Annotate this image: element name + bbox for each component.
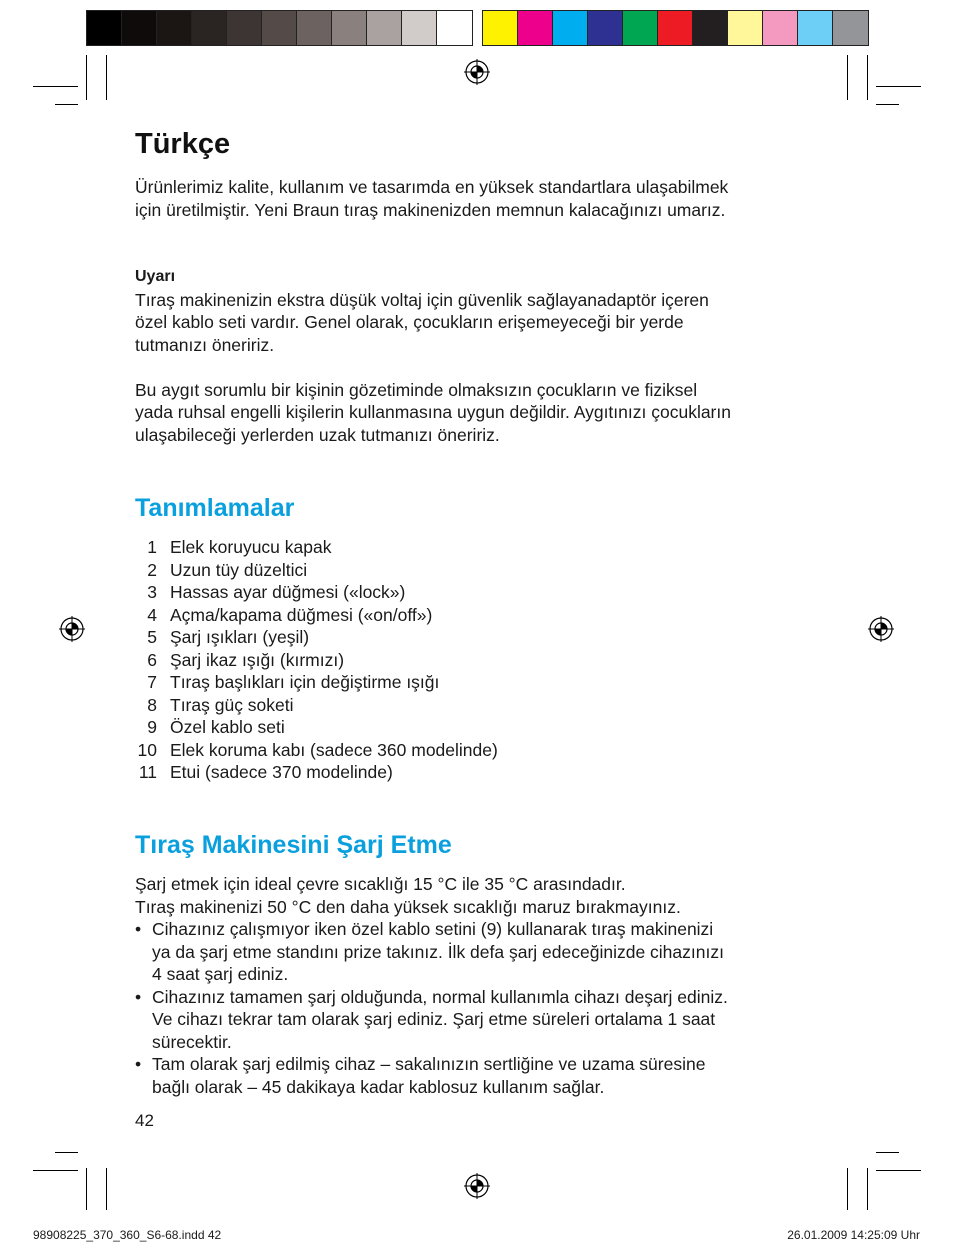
crop-mark bbox=[33, 86, 78, 87]
color-swatch bbox=[402, 11, 437, 45]
list-item-number: 6 bbox=[147, 649, 157, 670]
list-item bbox=[135, 604, 498, 627]
crop-mark bbox=[55, 104, 78, 105]
color-swatch bbox=[297, 11, 332, 45]
warning-line: özel kablo seti vardır. Genel olarak, çocukların erişemeyeceği bir yerde bbox=[135, 312, 684, 332]
charging-heading: Tıraş Makinesini Şarj Etme bbox=[135, 831, 452, 859]
list-item-text: Hassas ayar düğmesi («lock») bbox=[170, 582, 406, 602]
list-item bbox=[135, 694, 498, 717]
crop-mark bbox=[876, 104, 899, 105]
crop-mark bbox=[847, 55, 848, 100]
paragraph-spacer bbox=[135, 356, 835, 379]
color-swatch bbox=[262, 11, 297, 45]
crop-mark bbox=[86, 55, 87, 100]
crop-mark bbox=[867, 55, 868, 100]
list-item-text: Özel kablo seti bbox=[170, 717, 285, 737]
crop-mark bbox=[876, 86, 921, 87]
crop-mark bbox=[86, 1168, 87, 1210]
warning-line: tutmanızı öneririz. bbox=[135, 334, 275, 355]
color-swatch bbox=[833, 11, 868, 45]
list-item-number: 7 bbox=[147, 672, 157, 692]
registration-mark-icon bbox=[59, 616, 85, 642]
crop-mark bbox=[876, 1152, 899, 1153]
color-swatch bbox=[122, 11, 157, 45]
color-swatch bbox=[437, 11, 472, 45]
crop-mark bbox=[847, 1168, 848, 1210]
color-swatch bbox=[157, 11, 192, 45]
list-item-number: 1 bbox=[147, 537, 157, 557]
footer-timestamp: 26.01.2009 14:25:09 Uhr bbox=[787, 1228, 920, 1242]
list-item-number: 2 bbox=[147, 559, 157, 580]
color-swatch bbox=[693, 11, 728, 45]
list-item bbox=[135, 716, 498, 739]
bullet-line: Cihazınız çalışmıyor iken özel kablo setini (9) kullanarak tıraş makinenizi bbox=[152, 919, 714, 939]
list-item-number: 10 bbox=[137, 739, 157, 760]
list-item bbox=[135, 671, 498, 694]
list-item-text: Elek koruyucu kapak bbox=[170, 537, 332, 557]
warning-section bbox=[135, 266, 835, 446]
list-item-number: 11 bbox=[138, 762, 157, 782]
process-color-bar bbox=[482, 10, 869, 46]
list-item-text: Şarj ışıkları (yeşil) bbox=[170, 627, 310, 647]
list-item-text: Uzun tüy düzeltici bbox=[170, 559, 308, 580]
list-item bbox=[135, 918, 835, 986]
crop-mark bbox=[106, 1168, 107, 1210]
list-item bbox=[135, 739, 498, 762]
bullet-line: sürecektir. bbox=[152, 1031, 232, 1052]
color-swatch bbox=[367, 11, 402, 45]
list-item-number: 4 bbox=[147, 604, 157, 625]
registration-mark-icon bbox=[868, 616, 894, 642]
grayscale-color-bar bbox=[86, 10, 473, 46]
list-item-text: Etui (sadece 370 modelinde) bbox=[170, 762, 393, 782]
bullet-line: ya da şarj etme standını prize takınız. İlk defa şarj edeceğinizde cihazınızı bbox=[152, 941, 724, 962]
registration-mark-icon bbox=[464, 59, 490, 85]
list-item-text: Açma/kapama düğmesi («on/off») bbox=[170, 604, 433, 625]
warning-line: yada ruhsal engelli kişilerin kullanmasına uygun değildir. Aygıtınızı çocukların bbox=[135, 402, 731, 422]
list-item bbox=[135, 761, 498, 784]
list-item-number: 3 bbox=[147, 582, 157, 602]
color-swatch bbox=[763, 11, 798, 45]
list-item bbox=[135, 986, 835, 1054]
color-swatch bbox=[332, 11, 367, 45]
color-swatch bbox=[658, 11, 693, 45]
color-swatch bbox=[588, 11, 623, 45]
color-swatch bbox=[518, 11, 553, 45]
crop-mark bbox=[867, 1168, 868, 1210]
charging-line: Şarj etmek için ideal çevre sıcaklığı 15 °C ile 35 °C arasındadır. bbox=[135, 874, 626, 894]
bullet-icon: • bbox=[135, 986, 142, 1007]
bullet-line: Cihazınız tamamen şarj olduğunda, normal kullanımla cihazı deşarj ediniz. bbox=[152, 986, 728, 1007]
footer-file-info: 98908225_370_360_S6-68.indd 42 bbox=[33, 1228, 222, 1242]
warning-line: ulaşabileceği yerlerden uzak tutmanızı öneririz. bbox=[135, 424, 500, 445]
list-item-text: Tıraş güç soketi bbox=[170, 694, 294, 715]
page-number: 42 bbox=[135, 1111, 154, 1130]
list-item-number: 9 bbox=[147, 717, 157, 737]
list-item-text: Şarj ikaz ışığı (kırmızı) bbox=[170, 649, 345, 670]
charging-line: Tıraş makinenizi 50 °C den daha yüksek sıcaklığı maruz bırakmayınız. bbox=[135, 896, 681, 917]
color-swatch bbox=[87, 11, 122, 45]
bullet-line: Tam olarak şarj edilmiş cihaz – sakalınızın sertliğine ve uzama süresine bbox=[152, 1054, 706, 1074]
bullet-icon: • bbox=[135, 1054, 142, 1074]
color-swatch bbox=[728, 11, 763, 45]
crop-mark bbox=[876, 1170, 921, 1171]
warning-line: Tıraş makinenizin ekstra düşük voltaj için güvenlik sağlayanadaptör içeren bbox=[135, 289, 709, 310]
intro-line: için üretilmiştir. Yeni Braun tıraş makinenizden memnun kalacağınızı umarız. bbox=[135, 199, 726, 220]
color-swatch bbox=[553, 11, 588, 45]
intro-paragraph bbox=[135, 176, 835, 221]
list-item bbox=[135, 581, 498, 604]
color-swatch bbox=[623, 11, 658, 45]
list-item-number: 8 bbox=[147, 694, 157, 715]
list-item bbox=[135, 559, 498, 582]
descriptions-list bbox=[135, 536, 498, 784]
list-item-text: Elek koruma kabı (sadece 360 modelinde) bbox=[170, 739, 498, 760]
warning-label: Uyarı bbox=[135, 268, 176, 285]
descriptions-heading: Tanımlamalar bbox=[135, 494, 295, 522]
color-swatch bbox=[798, 11, 833, 45]
bullet-line: 4 saat şarj ediniz. bbox=[152, 964, 289, 984]
list-item-text: Tıraş başlıkları için değiştirme ışığı bbox=[170, 672, 440, 692]
page-title: Türkçe bbox=[135, 128, 231, 160]
warning-line: Bu aygıt sorumlu bir kişinin gözetiminde olmaksızın çocukların ve fiziksel bbox=[135, 379, 698, 400]
bullet-line: bağlı olarak – 45 dakikaya kadar kablosuz kullanım sağlar. bbox=[152, 1076, 605, 1097]
list-item bbox=[135, 626, 498, 649]
crop-mark bbox=[106, 55, 107, 100]
list-item bbox=[135, 536, 498, 559]
bullet-icon: • bbox=[135, 919, 142, 939]
registration-mark-icon bbox=[464, 1173, 490, 1199]
list-item-number: 5 bbox=[147, 627, 157, 647]
charging-section bbox=[135, 873, 835, 1098]
intro-line: Ürünlerimiz kalite, kullanım ve tasarımda en yüksek standartlara ulaşabilmek bbox=[135, 177, 729, 197]
crop-mark bbox=[55, 1152, 78, 1153]
charging-bullets bbox=[135, 918, 835, 1098]
color-swatch bbox=[192, 11, 227, 45]
list-item bbox=[135, 1053, 835, 1098]
color-swatch bbox=[483, 11, 518, 45]
color-swatch bbox=[227, 11, 262, 45]
list-item bbox=[135, 649, 498, 672]
crop-mark bbox=[33, 1170, 78, 1171]
bullet-line: Ve cihazı tekrar tam olarak şarj ediniz. Şarj etme süreleri ortalama 1 saat bbox=[152, 1009, 716, 1029]
